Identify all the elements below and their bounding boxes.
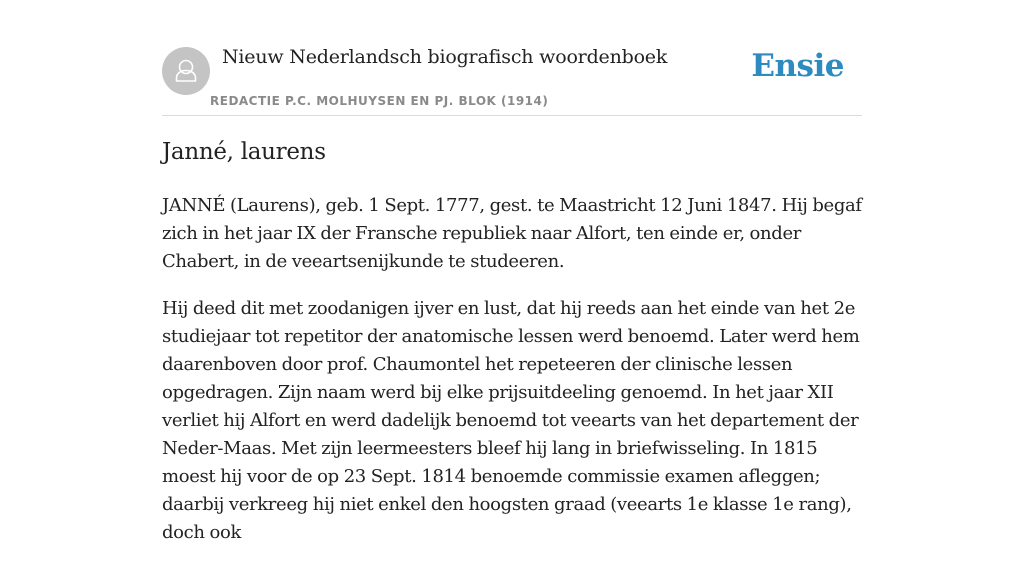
entry-title: Janné, laurens: [162, 139, 326, 165]
ensie-logo-link[interactable]: Ensie: [751, 48, 844, 84]
entry-body: [162, 192, 868, 566]
entry-paragraph: Hij deed dit met zoodanigen ijver en lust, dat hij reeds aan het einde van het 2e studiejaar tot repetitor der anatomische lessen werd benoemd. Later werd hem daarenboven door prof. Chaumontel het repeteeren der clinische lessen opgedragen. Zijn naam werd bij elke prijsuitdeeling genoemd. In het jaar XII verliet hij Alfort en werd dadelijk benoemd tot veearts van het departement der Neder-Maas. Met zijn leermeesters bleef hij lang in briefwisseling. In 1815 moest hij voor de op 23 Sept. 1814 benoemde commissie examen afleggen; daarbij verkreeg hij niet enkel den hoogsten graad (veearts 1e klasse 1e rang), doch ook: [162, 298, 860, 543]
page-header: [162, 44, 862, 116]
entry-paragraph: JANNÉ (Laurens), geb. 1 Sept. 1777, gest. te Maastricht 12 Juni 1847. Hij begaf zich in het jaar IX der Fransche republiek naar Alfort, ten einde er, onder Chabert, in de veeartsenijkunde te studeeren.: [162, 195, 862, 272]
user-placeholder-icon: [162, 47, 210, 95]
editors-credit: REDACTIE P.C. MOLHUYSEN EN PJ. BLOK (1914): [210, 94, 549, 108]
book-title[interactable]: Nieuw Nederlandsch biografisch woordenboek: [222, 46, 668, 68]
